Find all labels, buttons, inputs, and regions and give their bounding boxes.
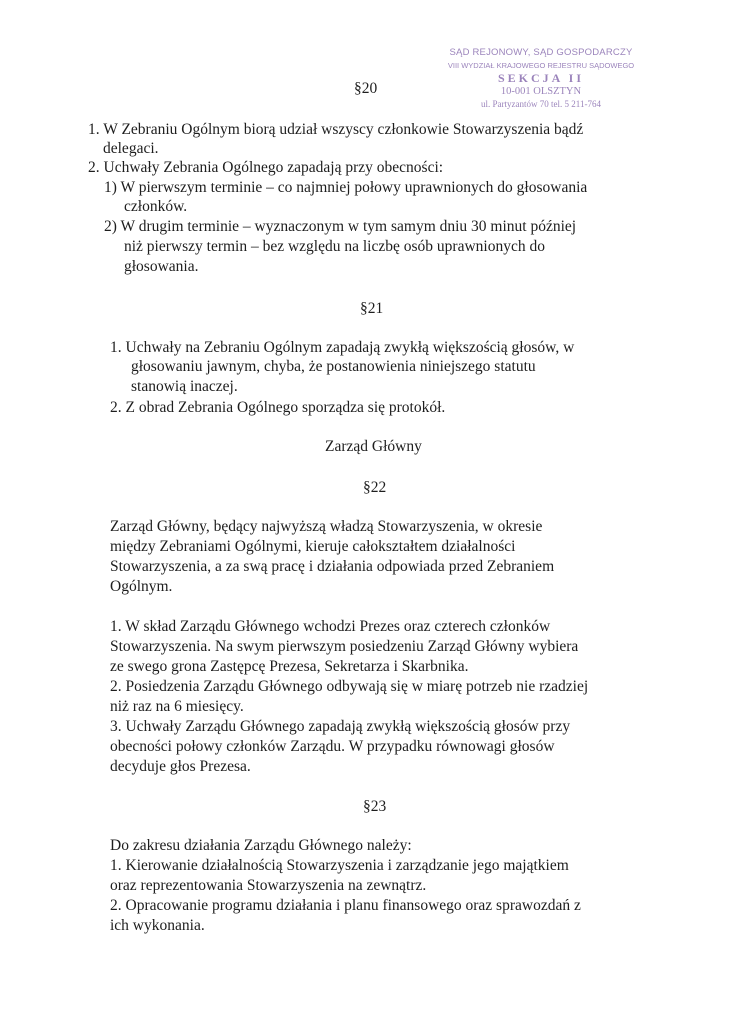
court-stamp [446, 46, 636, 111]
paragraph-line: Stowarzyszenia. Na swym pierwszym posiedzeniu Zarząd Główny wybiera [110, 638, 579, 655]
stamp-line: SĄD REJONOWY, SĄD GOSPODARCZY [449, 47, 633, 58]
paragraph-line: Stowarzyszenia, a za swą pracę i działania odpowiada przed Zebraniem [110, 558, 555, 575]
paragraph-line: 2. Opracowanie programu działania i planu finansowego oraz sprawozdań z [110, 897, 581, 914]
section-heading-22: §22 [363, 479, 387, 496]
paragraph-line: 1. W skład Zarządu Głównego wchodzi Prezes oraz czterech członków [110, 618, 551, 635]
paragraph-line: 1. Uchwały na Zebraniu Ogólnym zapadają zwykłą większością głosów, w [110, 339, 575, 356]
paragraph-line: głosowaniu jawnym, chyba, że postanowienia niniejszego statutu [131, 358, 536, 375]
paragraph-line: 2. Z obrad Zebrania Ogólnego sporządza się protokół. [110, 399, 446, 416]
paragraph-line: Do zakresu działania Zarządu Głównego należy: [110, 837, 412, 854]
chapter-heading: Zarząd Główny [325, 438, 422, 455]
stamp-line: VIII WYDZIAŁ KRAJOWEGO REJESTRU SĄDOWEGO [447, 61, 635, 70]
paragraph-line: członków. [124, 198, 188, 215]
paragraph-line: 1) W pierwszym terminie – co najmniej połowy uprawnionych do głosowania [104, 179, 588, 196]
paragraph-line: 1. W Zebraniu Ogólnym biorą udział wszyscy członkowie Stowarzyszenia bądź [88, 121, 584, 138]
paragraph-line: stanowią inaczej. [131, 378, 238, 395]
paragraph-line: głosowania. [124, 258, 199, 275]
paragraph-line: decyduje głos Prezesa. [110, 758, 251, 775]
paragraph-line: niż raz na 6 miesięcy. [110, 698, 244, 715]
paragraph-line: ze swego grona Zastępcę Prezesa, Sekretarza i Skarbnika. [110, 658, 469, 675]
paragraph-line: obecności połowy członków Zarządu. W przypadku równowagi głosów [110, 738, 555, 755]
paragraph-line: między Zebraniami Ogólnymi, kieruje całokształtem działalności [110, 538, 516, 555]
paragraph-line: Zarząd Główny, będący najwyższą władzą Stowarzyszenia, w okresie [110, 518, 543, 535]
paragraph-line: 2. Uchwały Zebrania Ogólnego zapadają przy obecności: [88, 159, 444, 176]
stamp-line: SEKCJA II [497, 71, 585, 85]
paragraph-line: 3. Uchwały Zarządu Głównego zapadają zwykłą większością głosów przy [110, 718, 571, 735]
paragraph-line: 2. Posiedzenia Zarządu Głównego odbywają się w miarę potrzeb nie rzadziej [110, 678, 589, 695]
stamp-line: 10-001 OLSZTYN [500, 86, 582, 97]
paragraph-line: 2) W drugim terminie – wyznaczonym w tym samym dniu 30 minut później [104, 218, 577, 235]
paragraph-line: 1. Kierowanie działalnością Stowarzyszenia i zarządzanie jego majątkiem [110, 857, 569, 874]
section-heading-20: §20 [354, 80, 378, 97]
paragraph-line: ich wykonania. [110, 917, 205, 934]
section-heading-23: §23 [363, 798, 387, 815]
section-heading-21: §21 [360, 300, 384, 317]
paragraph-line: niż pierwszy termin – bez względu na liczbę osób uprawnionych do [124, 238, 545, 255]
paragraph-line: oraz reprezentowania Stowarzyszenia na zewnątrz. [110, 877, 427, 894]
stamp-line: ul. Partyzantów 70 tel. 5 211-764 [481, 99, 601, 109]
paragraph-line: delegaci. [103, 140, 159, 157]
paragraph-line: Ogólnym. [110, 578, 173, 595]
